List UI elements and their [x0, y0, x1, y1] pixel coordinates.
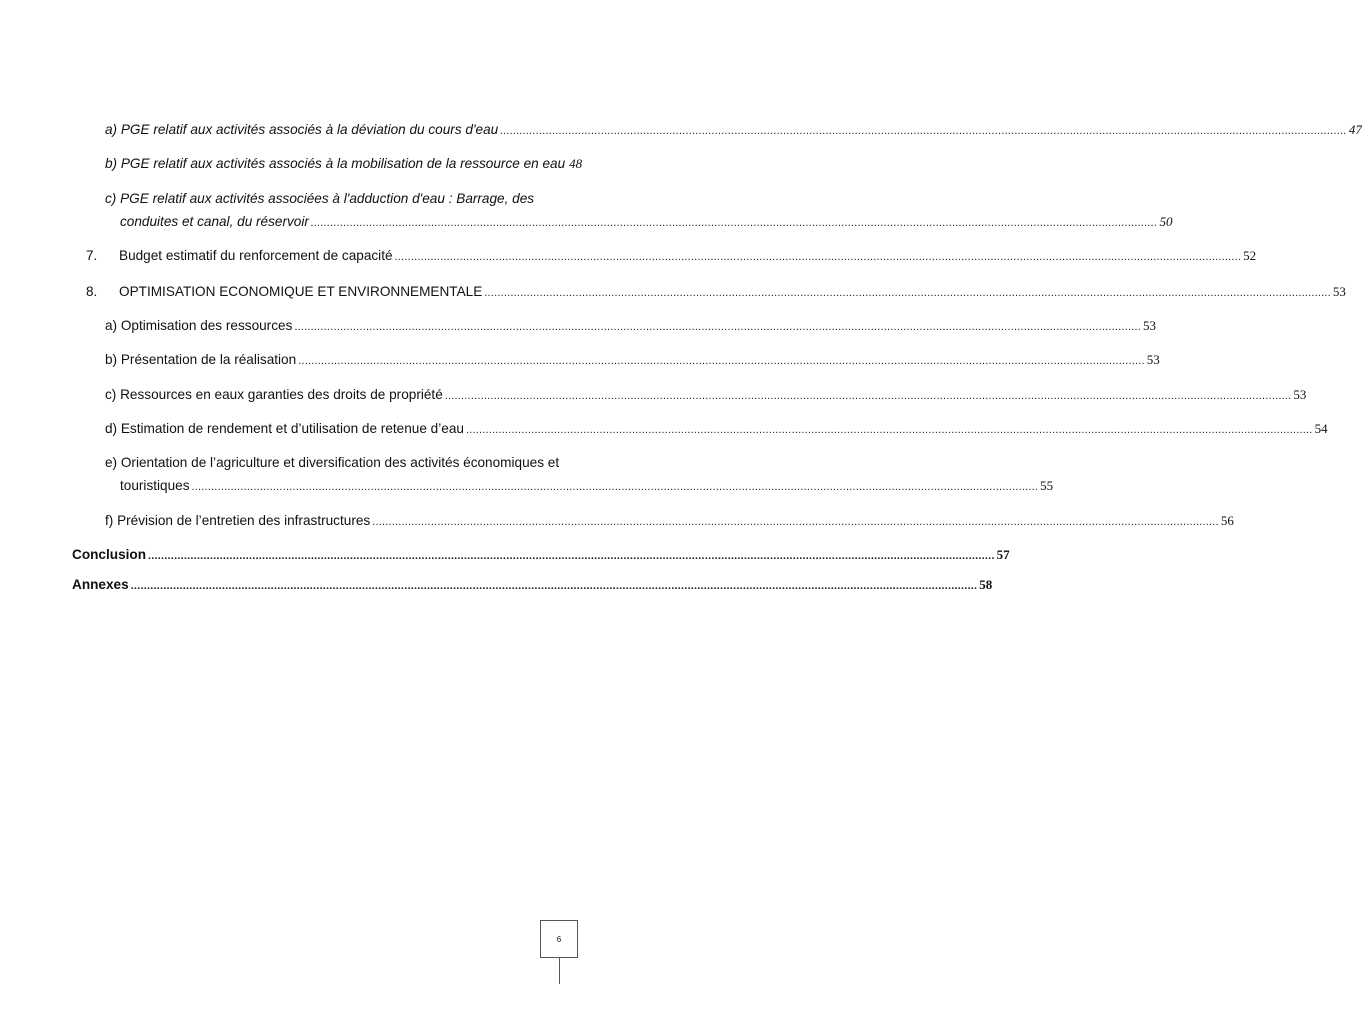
toc-entry-text: d) Estimation de rendement et d’utilisation de retenue d’eau [105, 421, 464, 436]
footer-page-number-rule [559, 958, 560, 984]
footer-page-number-box [540, 920, 578, 958]
dot-leader: .................................................................................................................................................................................................................................................................... [372, 516, 1219, 528]
dot-leader: .................................................................................................................................................................................................................................................................... [500, 125, 1347, 137]
toc-section-number: 8. [86, 284, 98, 299]
toc-entry-text: a) PGE relatif aux activités associés à la déviation du cours d'eau [105, 122, 499, 137]
dot-leader: .................................................................................................................................................................................................................................................................... [298, 355, 1145, 367]
toc-page-number: 58 [979, 577, 993, 592]
footer-page-number: 6 [556, 934, 562, 944]
dot-leader: .................................................................................................................................................................................................................................................................... [310, 217, 1158, 229]
toc-entry-text: f) Prévision de l’entretien des infrastructures [105, 513, 371, 528]
toc-entry-8a-optimisation-ressources[interactable] [105, 317, 1156, 336]
toc-entry-c-pge-adduction-line2[interactable] [120, 213, 1173, 232]
toc-section-number: 7. [86, 248, 98, 263]
toc-entry-text: Conclusion [72, 547, 147, 562]
toc-entry-conclusion[interactable] [72, 546, 1010, 565]
toc-page-number: 56 [1220, 513, 1234, 528]
toc-page-number: 48 [569, 156, 583, 171]
dot-leader: .................................................................................................................................................................................................................................................................... [130, 580, 978, 592]
toc-page-number: 53 [1332, 284, 1346, 299]
toc-page-number: 53 [1293, 387, 1307, 402]
toc-entry-text: conduites et canal, du réservoir [120, 214, 309, 229]
dot-leader: .................................................................................................................................................................................................................................................................... [191, 481, 1039, 493]
toc-entry-text: Annexes [72, 577, 129, 592]
toc-entry-text: touristiques [120, 478, 190, 493]
toc-entry-text: OPTIMISATION ECONOMIQUE ET ENVIRONNEMENTALE [119, 284, 483, 299]
toc-page-number: 57 [996, 547, 1010, 562]
toc-page-number: 50 [1159, 214, 1173, 229]
toc-entry-8c-ressources-eaux[interactable] [105, 386, 1307, 405]
toc-page-number: 54 [1314, 421, 1328, 436]
toc-entry-8e-orientation-line1[interactable] [105, 454, 578, 472]
toc-entry-text: b) PGE relatif aux activités associés à la mobilisation de la ressource en eau [105, 156, 566, 171]
toc-entry-text: Budget estimatif du renforcement de capacité [119, 248, 393, 263]
toc-entry-text: e) Orientation de l’agriculture et diversification des activités économiques et [105, 455, 560, 470]
dot-leader: .................................................................................................................................................................................................................................................................... [484, 287, 1331, 299]
toc-entry-7-budget[interactable] [86, 247, 1257, 266]
toc-entry-8e-orientation-line2[interactable] [120, 477, 1054, 496]
toc-page-number: 47 [1348, 122, 1362, 137]
toc-entry-text: b) Présentation de la réalisation [105, 352, 297, 367]
toc-entry-b-pge-mobilisation[interactable] [105, 155, 583, 174]
toc-page-number: 53 [1142, 318, 1156, 333]
toc-page-number: 53 [1146, 352, 1160, 367]
toc-entry-text: a) Optimisation des ressources [105, 318, 293, 333]
toc-page-number: 55 [1040, 478, 1054, 493]
toc-entry-8d-estimation-rendement[interactable] [105, 420, 1328, 439]
dot-leader: .................................................................................................................................................................................................................................................................... [394, 251, 1242, 263]
toc-entry-annexes[interactable] [72, 576, 993, 595]
dot-leader: .................................................................................................................................................................................................................................................................... [148, 550, 995, 562]
toc-entry-text: c) Ressources en eaux garanties des droits de propriété [105, 387, 443, 402]
toc-page-number: 52 [1243, 248, 1257, 263]
toc-entry-8b-presentation[interactable] [105, 351, 1160, 370]
toc-entry-8f-prevision-entretien[interactable] [105, 512, 1234, 531]
toc-entry-8-optimisation[interactable] [86, 283, 1346, 302]
toc-entry-c-pge-adduction-line1[interactable] [105, 190, 578, 208]
toc-entry-a-pge-deviation[interactable] [105, 121, 1362, 140]
dot-leader: .................................................................................................................................................................................................................................................................... [294, 321, 1141, 333]
dot-leader: .................................................................................................................................................................................................................................................................... [444, 390, 1292, 402]
dot-leader: .................................................................................................................................................................................................................................................................... [465, 424, 1313, 436]
toc-entry-text: c) PGE relatif aux activités associées à l'adduction d'eau : Barrage, des [105, 191, 535, 206]
